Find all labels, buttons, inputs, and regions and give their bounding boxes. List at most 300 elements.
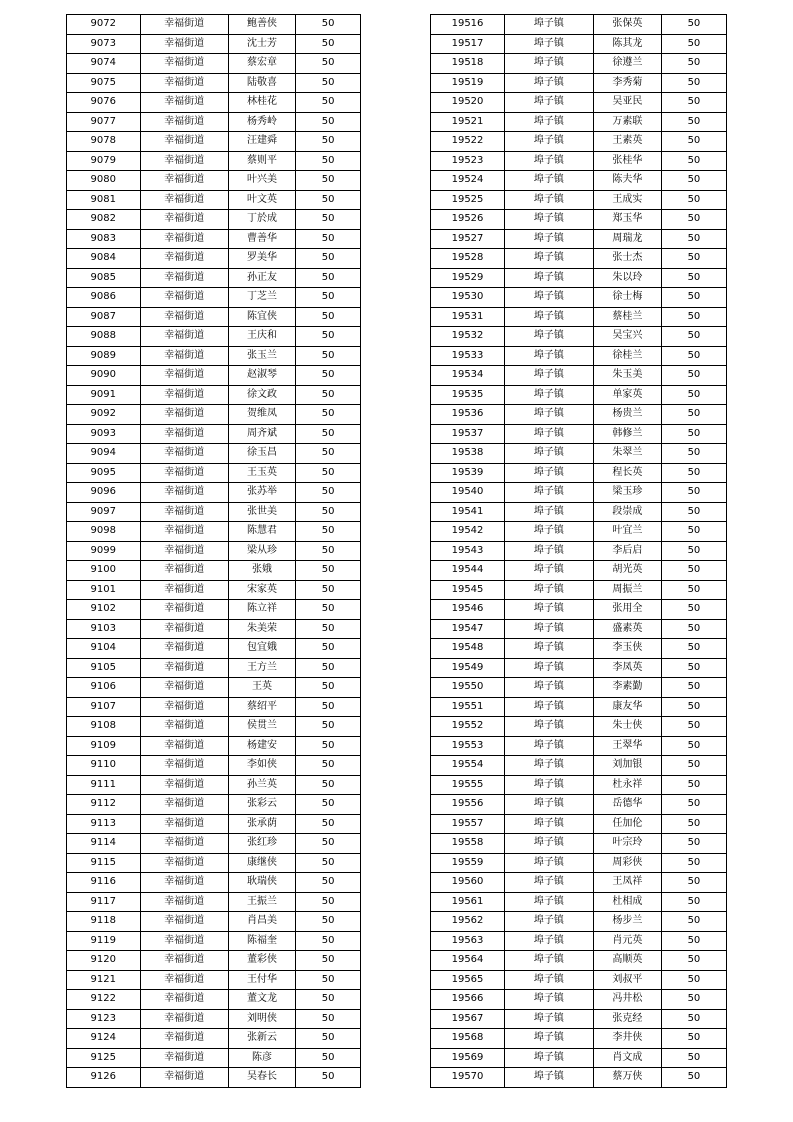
person-name-cell: 耿瑞侠 [228, 873, 296, 893]
person-name-cell: 王英 [228, 678, 296, 698]
person-name-cell: 杨步兰 [593, 912, 661, 932]
amount-cell: 50 [296, 931, 361, 951]
district-cell: 幸福街道 [140, 561, 228, 581]
record-id-cell: 9117 [67, 892, 141, 912]
table-row [431, 736, 727, 756]
person-name-cell: 单家英 [593, 385, 661, 405]
district-cell: 幸福街道 [140, 210, 228, 230]
table-row [431, 561, 727, 581]
district-cell: 埠子镇 [505, 424, 594, 444]
record-id-cell: 19534 [431, 366, 505, 386]
record-id-cell: 9121 [67, 970, 141, 990]
roster-table-right [430, 14, 727, 1088]
person-name-cell: 李玉侠 [593, 639, 661, 659]
table-row [67, 775, 361, 795]
amount-cell: 50 [296, 268, 361, 288]
record-id-cell: 9075 [67, 73, 141, 93]
amount-cell: 50 [661, 580, 726, 600]
district-cell: 埠子镇 [505, 580, 594, 600]
record-id-cell: 9088 [67, 327, 141, 347]
record-id-cell: 19565 [431, 970, 505, 990]
record-id-cell: 9091 [67, 385, 141, 405]
district-cell: 幸福街道 [140, 951, 228, 971]
district-cell: 幸福街道 [140, 229, 228, 249]
record-id-cell: 19567 [431, 1009, 505, 1029]
record-id-cell: 9096 [67, 483, 141, 503]
district-cell: 幸福街道 [140, 483, 228, 503]
amount-cell: 50 [661, 951, 726, 971]
person-name-cell: 丁芝兰 [228, 288, 296, 308]
table-row [431, 892, 727, 912]
record-id-cell: 19570 [431, 1068, 505, 1088]
person-name-cell: 张苏举 [228, 483, 296, 503]
record-id-cell: 19531 [431, 307, 505, 327]
amount-cell: 50 [296, 775, 361, 795]
record-id-cell: 9114 [67, 834, 141, 854]
amount-cell: 50 [661, 639, 726, 659]
table-row [67, 151, 361, 171]
person-name-cell: 肖昌美 [228, 912, 296, 932]
record-id-cell: 9080 [67, 171, 141, 191]
record-id-cell: 9115 [67, 853, 141, 873]
person-name-cell: 康继侠 [228, 853, 296, 873]
district-cell: 埠子镇 [505, 541, 594, 561]
table-row [67, 385, 361, 405]
person-name-cell: 万素联 [593, 112, 661, 132]
record-id-cell: 9083 [67, 229, 141, 249]
district-cell: 幸福街道 [140, 814, 228, 834]
person-name-cell: 陈慧君 [228, 522, 296, 542]
table-row [431, 171, 727, 191]
person-name-cell: 李井侠 [593, 1029, 661, 1049]
table-row [67, 522, 361, 542]
amount-cell: 50 [296, 697, 361, 717]
district-cell: 幸福街道 [140, 249, 228, 269]
amount-cell: 50 [296, 580, 361, 600]
person-name-cell: 张红珍 [228, 834, 296, 854]
person-name-cell: 陈立祥 [228, 600, 296, 620]
amount-cell: 50 [296, 366, 361, 386]
person-name-cell: 王翠华 [593, 736, 661, 756]
record-id-cell: 9078 [67, 132, 141, 152]
amount-cell: 50 [661, 15, 726, 35]
district-cell: 幸福街道 [140, 834, 228, 854]
district-cell: 埠子镇 [505, 229, 594, 249]
table-row [431, 970, 727, 990]
district-cell: 埠子镇 [505, 600, 594, 620]
district-cell: 幸福街道 [140, 717, 228, 737]
district-cell: 幸福街道 [140, 1009, 228, 1029]
record-id-cell: 19553 [431, 736, 505, 756]
amount-cell: 50 [296, 678, 361, 698]
record-id-cell: 19541 [431, 502, 505, 522]
table-row [67, 580, 361, 600]
record-id-cell: 9123 [67, 1009, 141, 1029]
person-name-cell: 张娥 [228, 561, 296, 581]
district-cell: 埠子镇 [505, 795, 594, 815]
record-id-cell: 19548 [431, 639, 505, 659]
district-cell: 埠子镇 [505, 639, 594, 659]
record-id-cell: 19556 [431, 795, 505, 815]
district-cell: 埠子镇 [505, 502, 594, 522]
district-cell: 幸福街道 [140, 73, 228, 93]
district-cell: 幸福街道 [140, 112, 228, 132]
person-name-cell: 王方兰 [228, 658, 296, 678]
amount-cell: 50 [296, 307, 361, 327]
record-id-cell: 9086 [67, 288, 141, 308]
record-id-cell: 9072 [67, 15, 141, 35]
amount-cell: 50 [661, 307, 726, 327]
amount-cell: 50 [296, 483, 361, 503]
district-cell: 幸福街道 [140, 424, 228, 444]
person-name-cell: 蔡绍平 [228, 697, 296, 717]
person-name-cell: 韩修兰 [593, 424, 661, 444]
person-name-cell: 董文龙 [228, 990, 296, 1010]
record-id-cell: 19550 [431, 678, 505, 698]
record-id-cell: 19569 [431, 1048, 505, 1068]
district-cell: 幸福街道 [140, 912, 228, 932]
amount-cell: 50 [296, 93, 361, 113]
amount-cell: 50 [296, 405, 361, 425]
record-id-cell: 19519 [431, 73, 505, 93]
record-id-cell: 19568 [431, 1029, 505, 1049]
district-cell: 幸福街道 [140, 892, 228, 912]
person-name-cell: 王庆和 [228, 327, 296, 347]
district-cell: 埠子镇 [505, 385, 594, 405]
person-name-cell: 徐文政 [228, 385, 296, 405]
table-row [431, 697, 727, 717]
person-name-cell: 侯贯兰 [228, 717, 296, 737]
table-row [67, 853, 361, 873]
person-name-cell: 李素勤 [593, 678, 661, 698]
person-name-cell: 陆敬喜 [228, 73, 296, 93]
record-id-cell: 19561 [431, 892, 505, 912]
amount-cell: 50 [661, 34, 726, 54]
person-name-cell: 陈彦 [228, 1048, 296, 1068]
person-name-cell: 杨秀岭 [228, 112, 296, 132]
amount-cell: 50 [296, 951, 361, 971]
record-id-cell: 9100 [67, 561, 141, 581]
district-cell: 幸福街道 [140, 619, 228, 639]
person-name-cell: 张新云 [228, 1029, 296, 1049]
record-id-cell: 19566 [431, 990, 505, 1010]
record-id-cell: 9074 [67, 54, 141, 74]
table-row [431, 502, 727, 522]
table-row [67, 678, 361, 698]
district-cell: 幸福街道 [140, 658, 228, 678]
record-id-cell: 19517 [431, 34, 505, 54]
district-cell: 幸福街道 [140, 34, 228, 54]
district-cell: 埠子镇 [505, 736, 594, 756]
amount-cell: 50 [661, 834, 726, 854]
person-name-cell: 周瑞龙 [593, 229, 661, 249]
person-name-cell: 王玉英 [228, 463, 296, 483]
amount-cell: 50 [661, 736, 726, 756]
person-name-cell: 王振兰 [228, 892, 296, 912]
table-row [431, 190, 727, 210]
district-cell: 幸福街道 [140, 678, 228, 698]
person-name-cell: 李后启 [593, 541, 661, 561]
person-name-cell: 张承荫 [228, 814, 296, 834]
amount-cell: 50 [296, 34, 361, 54]
person-name-cell: 叶宜兰 [593, 522, 661, 542]
amount-cell: 50 [296, 736, 361, 756]
amount-cell: 50 [661, 424, 726, 444]
record-id-cell: 9077 [67, 112, 141, 132]
person-name-cell: 吴春长 [228, 1068, 296, 1088]
table-row [431, 346, 727, 366]
table-row [67, 1068, 361, 1088]
table-row [431, 853, 727, 873]
district-cell: 埠子镇 [505, 658, 594, 678]
table-row [431, 795, 727, 815]
record-id-cell: 9081 [67, 190, 141, 210]
district-cell: 幸福街道 [140, 346, 228, 366]
record-id-cell: 19533 [431, 346, 505, 366]
district-cell: 幸福街道 [140, 307, 228, 327]
person-name-cell: 汪建舜 [228, 132, 296, 152]
amount-cell: 50 [661, 619, 726, 639]
record-id-cell: 9087 [67, 307, 141, 327]
record-id-cell: 19563 [431, 931, 505, 951]
person-name-cell: 程长英 [593, 463, 661, 483]
record-id-cell: 19549 [431, 658, 505, 678]
table-row [431, 639, 727, 659]
person-name-cell: 叶宗玲 [593, 834, 661, 854]
amount-cell: 50 [661, 483, 726, 503]
record-id-cell: 9119 [67, 931, 141, 951]
table-row [67, 502, 361, 522]
amount-cell: 50 [296, 619, 361, 639]
table-row [431, 1009, 727, 1029]
district-cell: 埠子镇 [505, 190, 594, 210]
roster-body-right [431, 15, 727, 1088]
table-row [67, 327, 361, 347]
table-row [431, 73, 727, 93]
table-row [67, 1029, 361, 1049]
district-cell: 埠子镇 [505, 54, 594, 74]
district-cell: 埠子镇 [505, 1009, 594, 1029]
record-id-cell: 9109 [67, 736, 141, 756]
table-row [431, 717, 727, 737]
amount-cell: 50 [661, 931, 726, 951]
table-row [67, 15, 361, 35]
person-name-cell: 曹善华 [228, 229, 296, 249]
amount-cell: 50 [661, 1048, 726, 1068]
amount-cell: 50 [661, 541, 726, 561]
amount-cell: 50 [296, 561, 361, 581]
person-name-cell: 张桂华 [593, 151, 661, 171]
person-name-cell: 周齐斌 [228, 424, 296, 444]
amount-cell: 50 [296, 873, 361, 893]
amount-cell: 50 [296, 970, 361, 990]
person-name-cell: 王付华 [228, 970, 296, 990]
amount-cell: 50 [661, 54, 726, 74]
table-row [67, 1009, 361, 1029]
amount-cell: 50 [661, 600, 726, 620]
person-name-cell: 杜永祥 [593, 775, 661, 795]
district-cell: 埠子镇 [505, 210, 594, 230]
person-name-cell: 张用全 [593, 600, 661, 620]
table-row [67, 444, 361, 464]
record-id-cell: 19554 [431, 756, 505, 776]
district-cell: 埠子镇 [505, 873, 594, 893]
table-row [67, 73, 361, 93]
record-id-cell: 19564 [431, 951, 505, 971]
amount-cell: 50 [661, 990, 726, 1010]
record-id-cell: 9082 [67, 210, 141, 230]
district-cell: 埠子镇 [505, 288, 594, 308]
amount-cell: 50 [661, 522, 726, 542]
district-cell: 埠子镇 [505, 171, 594, 191]
record-id-cell: 9122 [67, 990, 141, 1010]
district-cell: 埠子镇 [505, 717, 594, 737]
record-id-cell: 9102 [67, 600, 141, 620]
district-cell: 埠子镇 [505, 561, 594, 581]
table-row [67, 1048, 361, 1068]
amount-cell: 50 [296, 229, 361, 249]
record-id-cell: 9092 [67, 405, 141, 425]
record-id-cell: 19520 [431, 93, 505, 113]
district-cell: 幸福街道 [140, 190, 228, 210]
table-row [67, 405, 361, 425]
amount-cell: 50 [661, 1068, 726, 1088]
table-row [67, 873, 361, 893]
amount-cell: 50 [661, 93, 726, 113]
table-row [67, 600, 361, 620]
person-name-cell: 李凤英 [593, 658, 661, 678]
amount-cell: 50 [296, 112, 361, 132]
record-id-cell: 19540 [431, 483, 505, 503]
table-row [431, 678, 727, 698]
table-row [67, 912, 361, 932]
record-id-cell: 9099 [67, 541, 141, 561]
person-name-cell: 宋家英 [228, 580, 296, 600]
amount-cell: 50 [296, 756, 361, 776]
amount-cell: 50 [661, 288, 726, 308]
person-name-cell: 徐玉昌 [228, 444, 296, 464]
table-row [67, 483, 361, 503]
amount-cell: 50 [661, 561, 726, 581]
person-name-cell: 肖文成 [593, 1048, 661, 1068]
person-name-cell: 蔡宏章 [228, 54, 296, 74]
district-cell: 幸福街道 [140, 795, 228, 815]
record-id-cell: 9095 [67, 463, 141, 483]
record-id-cell: 19523 [431, 151, 505, 171]
record-id-cell: 9113 [67, 814, 141, 834]
amount-cell: 50 [296, 424, 361, 444]
person-name-cell: 杨贵兰 [593, 405, 661, 425]
table-row [67, 990, 361, 1010]
record-id-cell: 19545 [431, 580, 505, 600]
amount-cell: 50 [296, 444, 361, 464]
district-cell: 埠子镇 [505, 1029, 594, 1049]
person-name-cell: 岳德华 [593, 795, 661, 815]
amount-cell: 50 [296, 132, 361, 152]
record-id-cell: 9073 [67, 34, 141, 54]
amount-cell: 50 [296, 1029, 361, 1049]
table-row [67, 112, 361, 132]
table-row [67, 229, 361, 249]
table-row [431, 366, 727, 386]
district-cell: 埠子镇 [505, 151, 594, 171]
record-id-cell: 19542 [431, 522, 505, 542]
district-cell: 埠子镇 [505, 678, 594, 698]
table-row [67, 639, 361, 659]
district-cell: 幸福街道 [140, 600, 228, 620]
table-row [431, 1048, 727, 1068]
table-row [431, 210, 727, 230]
amount-cell: 50 [661, 73, 726, 93]
person-name-cell: 蔡桂兰 [593, 307, 661, 327]
table-row [431, 229, 727, 249]
district-cell: 幸福街道 [140, 132, 228, 152]
record-id-cell: 19558 [431, 834, 505, 854]
amount-cell: 50 [661, 775, 726, 795]
amount-cell: 50 [296, 1068, 361, 1088]
amount-cell: 50 [296, 15, 361, 35]
record-id-cell: 9098 [67, 522, 141, 542]
district-cell: 幸福街道 [140, 1048, 228, 1068]
table-row [67, 249, 361, 269]
table-row [67, 561, 361, 581]
record-id-cell: 9105 [67, 658, 141, 678]
table-row [67, 366, 361, 386]
person-name-cell: 张彩云 [228, 795, 296, 815]
amount-cell: 50 [661, 756, 726, 776]
district-cell: 幸福街道 [140, 541, 228, 561]
amount-cell: 50 [296, 190, 361, 210]
person-name-cell: 高顺英 [593, 951, 661, 971]
district-cell: 埠子镇 [505, 853, 594, 873]
record-id-cell: 9097 [67, 502, 141, 522]
amount-cell: 50 [661, 1029, 726, 1049]
person-name-cell: 陈宜侠 [228, 307, 296, 327]
record-id-cell: 19560 [431, 873, 505, 893]
amount-cell: 50 [661, 268, 726, 288]
record-id-cell: 9101 [67, 580, 141, 600]
table-row [431, 912, 727, 932]
person-name-cell: 蔡则平 [228, 151, 296, 171]
district-cell: 幸福街道 [140, 151, 228, 171]
record-id-cell: 9104 [67, 639, 141, 659]
table-row [67, 697, 361, 717]
record-id-cell: 19522 [431, 132, 505, 152]
table-row [67, 268, 361, 288]
district-cell: 埠子镇 [505, 346, 594, 366]
table-row [67, 951, 361, 971]
table-row [431, 424, 727, 444]
district-cell: 埠子镇 [505, 951, 594, 971]
record-id-cell: 9084 [67, 249, 141, 269]
table-row [67, 424, 361, 444]
person-name-cell: 杜相成 [593, 892, 661, 912]
amount-cell: 50 [661, 112, 726, 132]
person-name-cell: 包宜娥 [228, 639, 296, 659]
record-id-cell: 19525 [431, 190, 505, 210]
amount-cell: 50 [661, 970, 726, 990]
record-id-cell: 19543 [431, 541, 505, 561]
table-row [431, 15, 727, 35]
amount-cell: 50 [661, 171, 726, 191]
table-row [67, 93, 361, 113]
amount-cell: 50 [296, 151, 361, 171]
amount-cell: 50 [296, 795, 361, 815]
district-cell: 埠子镇 [505, 112, 594, 132]
person-name-cell: 康友华 [593, 697, 661, 717]
table-row [431, 931, 727, 951]
record-id-cell: 9118 [67, 912, 141, 932]
